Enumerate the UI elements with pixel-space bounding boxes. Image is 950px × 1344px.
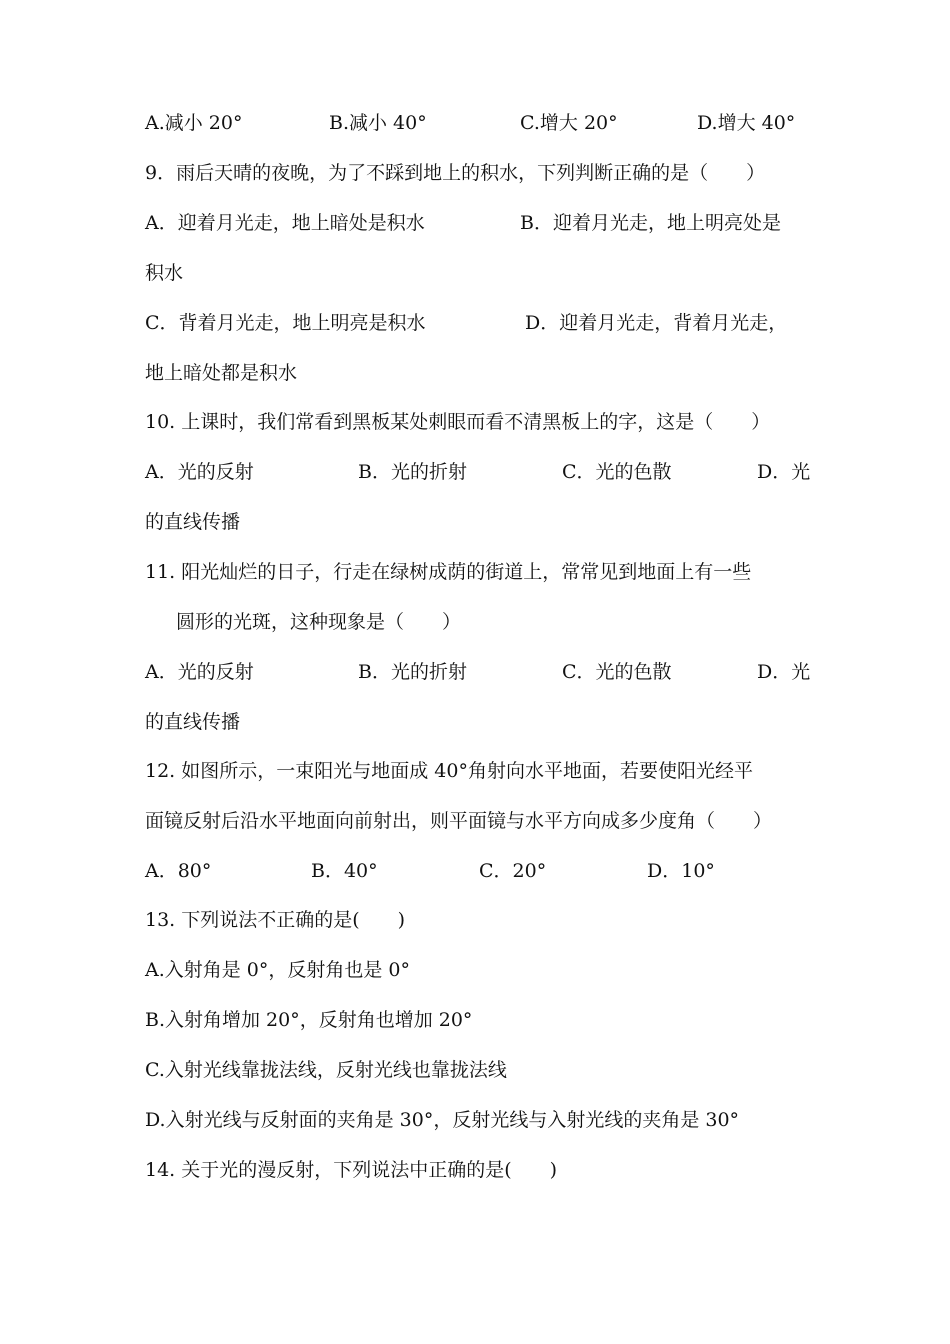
- q11-stem-line1: 11. 阳光灿烂的日子，行走在绿树成荫的街道上，常常见到地面上有一些: [145, 561, 752, 583]
- q8-option-a: A.减小 20°: [145, 112, 243, 134]
- q11-option-d: D．光: [757, 661, 811, 683]
- q8-option-b: B.减小 40°: [329, 112, 427, 134]
- q9-option-a: A．迎着月光走，地上暗处是积水: [145, 212, 425, 234]
- q9-option-d-end: 地上暗处都是积水: [145, 362, 298, 384]
- q11-option-c: C．光的色散: [562, 661, 672, 683]
- q9-option-c: C．背着月光走，地上明亮是积水: [145, 312, 426, 334]
- q13-option-a: A.入射角是 0°，反射角也是 0°: [145, 959, 411, 981]
- q10-option-d: D．光: [757, 461, 811, 483]
- q9-stem: 9．雨后天晴的夜晚，为了不踩到地上的积水，下列判断正确的是（ ）: [145, 162, 766, 184]
- q11-option-wrap: 的直线传播: [145, 711, 241, 733]
- q10-option-b: B．光的折射: [358, 461, 467, 483]
- q11-option-a: A．光的反射: [145, 661, 254, 683]
- q11-stem-line2: 圆形的光斑，这种现象是（ ）: [176, 611, 462, 633]
- q10-option-c: C．光的色散: [562, 461, 672, 483]
- q12-option-c: C．20°: [479, 860, 547, 882]
- q10-option-wrap: 的直线传播: [145, 511, 241, 533]
- q9-option-d-start: D．迎着月光走，背着月光走，: [525, 312, 788, 334]
- q11-option-b: B．光的折射: [358, 661, 467, 683]
- q8-option-c: C.增大 20°: [520, 112, 618, 134]
- q13-option-d: D.入射光线与反射面的夹角是 30°，反射光线与入射光线的夹角是 30°: [145, 1109, 740, 1131]
- q12-stem-line1: 12. 如图所示，一束阳光与地面成 40°角射向水平地面，若要使阳光经平: [145, 760, 753, 782]
- q8-option-d: D.增大 40°: [697, 112, 796, 134]
- q12-option-d: D．10°: [647, 860, 715, 882]
- q9-option-b-start: B．迎着月光走，地上明亮处是: [520, 212, 781, 234]
- q13-option-c: C.入射光线靠拢法线，反射光线也靠拢法线: [145, 1059, 507, 1081]
- q12-option-b: B．40°: [311, 860, 378, 882]
- q10-option-a: A．光的反射: [145, 461, 254, 483]
- q14-stem: 14. 关于光的漫反射，下列说法中正确的是( ): [145, 1159, 558, 1181]
- q13-stem: 13. 下列说法不正确的是( ): [145, 909, 406, 931]
- q13-option-b: B.入射角增加 20°，反射角也增加 20°: [145, 1009, 473, 1031]
- q10-stem: 10. 上课时，我们常看到黑板某处刺眼而看不清黑板上的字，这是（ ）: [145, 411, 771, 433]
- q12-stem-line2: 面镜反射后沿水平地面向前射出，则平面镜与水平方向成多少度角（ ）: [145, 810, 773, 832]
- q9-option-b-end: 积水: [145, 262, 184, 284]
- q12-option-a: A．80°: [145, 860, 212, 882]
